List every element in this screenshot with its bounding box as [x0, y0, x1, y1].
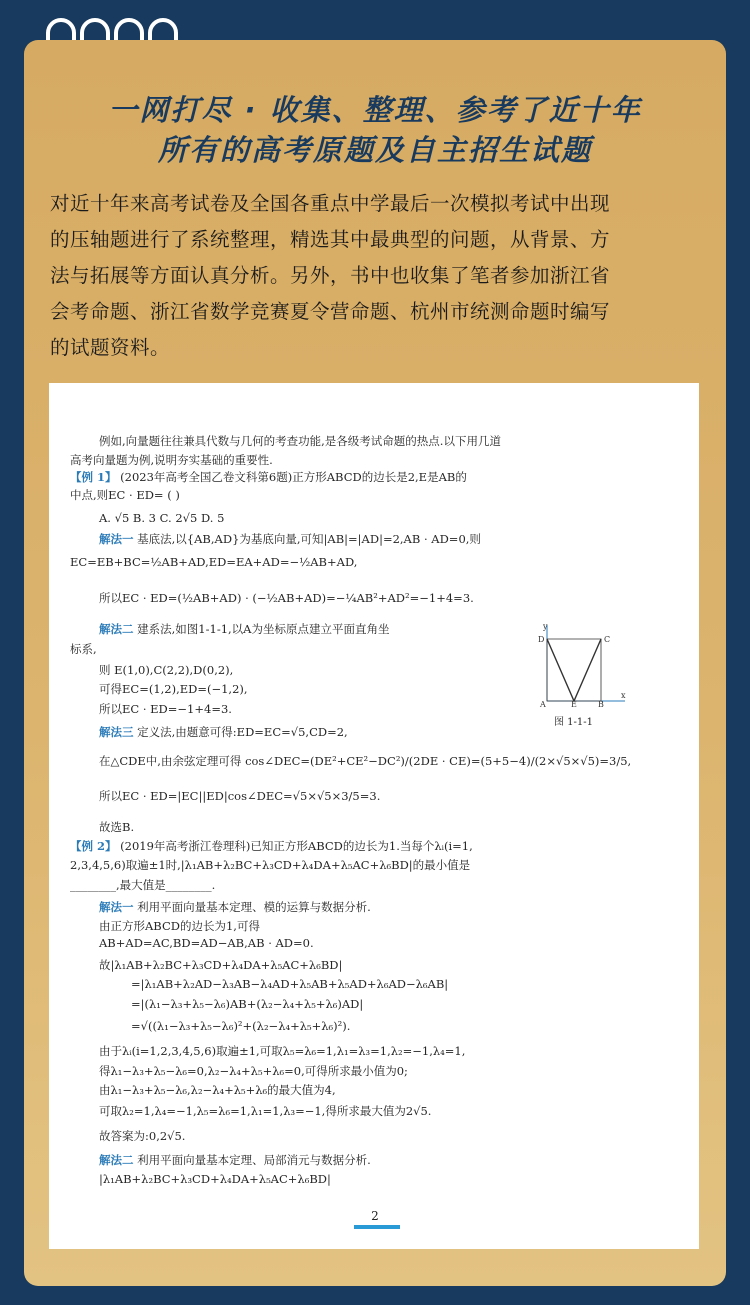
line-body: 基底法,以{AB,AD}为基底向量,可知|AB|=|AD|=2,AB · AD=0,则 — [133, 532, 481, 546]
page-text-line — [99, 621, 390, 637]
headline-line-1: 一网打尽 · 收集、整理、参考了近十年 — [108, 93, 642, 127]
page-text-line: 在△CDE中,由余弦定理可得 cos∠DEC=(DE²+CE²−DC²)/(2DE · CE)=(5+5−4)/(2×√5×√5)=3/5, — [99, 754, 632, 768]
coordinate-figure — [537, 621, 627, 707]
page-text-line: 所以EC · ED=−1+4=3. — [99, 702, 232, 716]
line-body: 定义法,由题意可得:ED=EC=√5,CD=2, — [133, 725, 348, 739]
line-body: (2019年高考浙江卷理科)已知正方形ABCD的边长为1.当每个λᵢ(i=1, — [116, 839, 473, 853]
line-body: 利用平面向量基本定理、模的运算与数据分析. — [133, 900, 371, 914]
figure-caption: 图 1-1-1 — [554, 717, 594, 728]
page-text-line: 故|λ₁AB+λ₂BC+λ₃CD+λ₄DA+λ₅AC+λ₆BD| — [99, 958, 343, 972]
line-body: (2023年高考全国乙卷文科第6题)正方形ABCD的边长是2,E是AB的 — [116, 470, 467, 484]
intro-line: 的压轴题进行了系统整理，精选其中最典型的问题，从背景、方 — [50, 228, 611, 251]
headline-line-2: 所有的高考原题及自主招生试题 — [157, 133, 592, 167]
page-text-line: |λ₁AB+λ₂BC+λ₃CD+λ₄DA+λ₅AC+λ₆BD| — [99, 1172, 331, 1186]
section-marker: 解法二 — [99, 1153, 134, 1167]
fig-label-d: D — [538, 635, 545, 644]
page-text-line: 2,3,4,5,6)取遍±1时,|λ₁AB+λ₂BC+λ₃CD+λ₄DA+λ₅AC+λ₆BD|的最小值是 — [70, 858, 471, 872]
page-text-line: 中点,则EC · ED= ( ) — [70, 488, 180, 502]
section-marker: 【例 2】 — [70, 839, 117, 853]
page-text-line: 可取λ₂=1,λ₄=−1,λ₅=λ₆=1,λ₁=1,λ₃=−1,得所求最大值为2√5. — [99, 1104, 432, 1118]
fig-label-c: C — [604, 635, 611, 644]
page-text-line — [99, 899, 371, 915]
fig-label-e: E — [571, 700, 577, 707]
page-text-line: 高考向量题为例,说明夯实基础的重要性. — [70, 453, 273, 467]
fig-label-b: B — [598, 700, 604, 707]
page-text-line: A. √5 B. 3 C. 2√5 D. 5 — [99, 511, 225, 525]
page-text-line: 由于λᵢ(i=1,2,3,4,5,6)取遍±1,可取λ₅=λ₆=1,λ₁=λ₃=1,λ₂=−1,λ₄=1, — [99, 1044, 466, 1058]
page-text-line: 由λ₁−λ₃+λ₅−λ₆,λ₂−λ₄+λ₅+λ₆的最大值为4, — [99, 1083, 336, 1097]
page-text-line — [99, 531, 481, 547]
line-body: 利用平面向量基本定理、局部消元与数据分析. — [133, 1153, 371, 1167]
section-marker: 解法三 — [99, 725, 134, 739]
page-text-line: 可得EC=(1,2),ED=(−1,2), — [99, 682, 248, 696]
page-text-line: 所以EC · ED=|EC||ED|cos∠DEC=√5×√5×3/5=3. — [99, 789, 381, 803]
page-text-line: ________,最大值是________. — [70, 878, 216, 892]
fig-label-a: A — [540, 700, 546, 707]
page-text-line — [70, 838, 473, 854]
intro-line: 会考命题、浙江省数学竞赛夏令营命题、杭州市统测命题时编写 — [50, 300, 611, 323]
page-text-line — [70, 469, 467, 485]
book-page-excerpt — [49, 383, 699, 1249]
section-marker: 解法二 — [99, 622, 134, 636]
intro-line: 法与拓展等方面认真分析。另外，书中也收集了笔者参加浙江省 — [50, 264, 611, 287]
page-text-line: 所以EC · ED=(½AB+AD) · (−½AB+AD)=−¼AB²+AD²=−1+4=3. — [99, 591, 474, 605]
page-text-line — [99, 1152, 371, 1168]
page-text-line — [99, 724, 348, 740]
page-text-line: 例如,向量题往往兼具代数与几何的考查功能,是各级考试命题的热点.以下用几道 — [99, 434, 501, 448]
line-body: 建系法,如图1-1-1,以A为坐标原点建立平面直角坐 — [133, 622, 390, 636]
page-text-line: 故选B. — [99, 820, 135, 834]
page-text-line: AB+AD=AC,BD=AD−AB,AB · AD=0. — [99, 936, 314, 950]
page-text-line: =|λ₁AB+λ₂AD−λ₃AB−λ₄AD+λ₅AB+λ₅AD+λ₆AD−λ₆AB| — [131, 977, 449, 991]
page-text-line: =√((λ₁−λ₃+λ₅−λ₆)²+(λ₂−λ₄+λ₅+λ₆)²). — [131, 1019, 351, 1033]
page-number: 2 — [371, 1209, 379, 1223]
intro-line: 的试题资料。 — [50, 336, 171, 359]
page-text-line: 则 E(1,0),C(2,2),D(0,2), — [99, 663, 234, 677]
intro-paragraph — [50, 186, 702, 366]
page-text-line: 由正方形ABCD的边长为1,可得 — [99, 919, 260, 933]
page-text-line: =|(λ₁−λ₃+λ₅−λ₆)AB+(λ₂−λ₄+λ₅+λ₆)AD| — [131, 997, 364, 1011]
intro-line: 对近十年来高考试卷及全国各重点中学最后一次模拟考试中出现 — [50, 192, 611, 215]
page-number-bar — [354, 1225, 400, 1229]
section-marker: 解法一 — [99, 532, 134, 546]
section-marker: 解法一 — [99, 900, 134, 914]
page-text-line: 故答案为:0,2√5. — [99, 1129, 186, 1143]
section-marker: 【例 1】 — [70, 470, 117, 484]
page-text-line: EC=EB+BC=½AB+AD,ED=EA+AD=−½AB+AD, — [70, 555, 358, 569]
page-text-line: 得λ₁−λ₃+λ₅−λ₆=0,λ₂−λ₄+λ₅+λ₆=0,可得所求最小值为0; — [99, 1064, 408, 1078]
page-text-line: 标系, — [70, 642, 97, 656]
fig-label-x: x — [621, 691, 626, 700]
fig-label-y: y — [543, 622, 548, 631]
